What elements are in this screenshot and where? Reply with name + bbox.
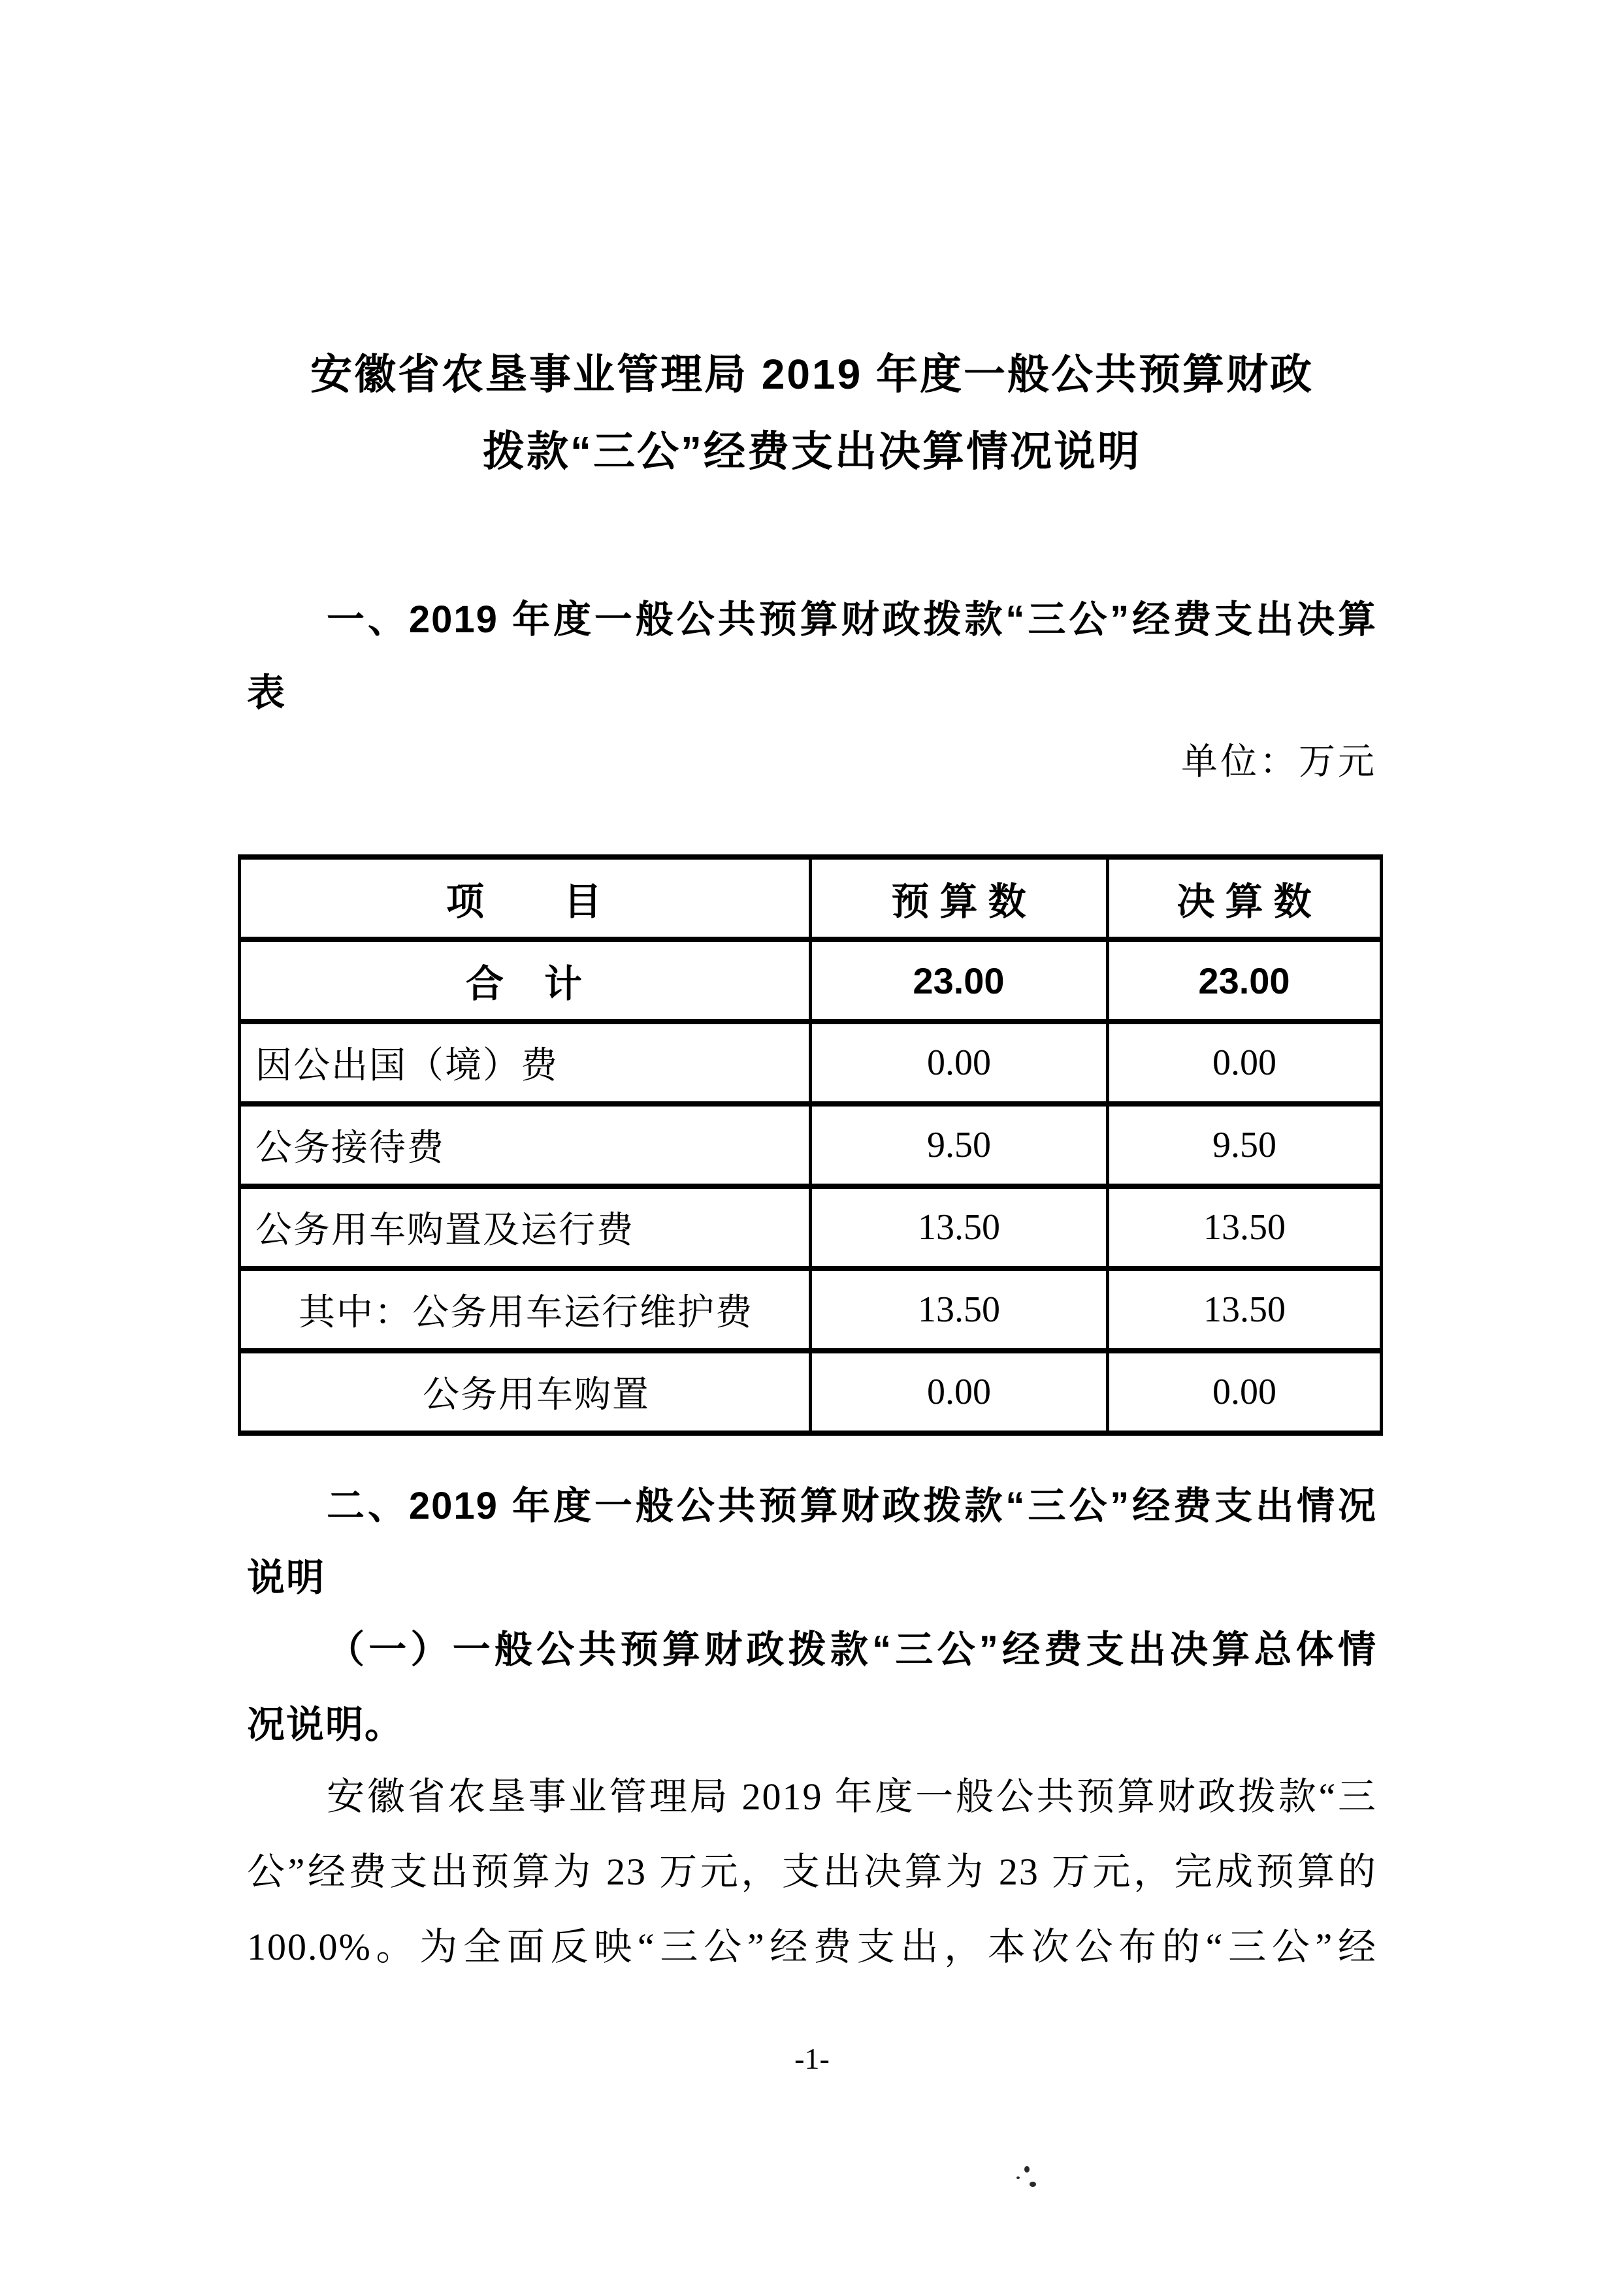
row-item: 因公出国（境）费 (240, 1022, 811, 1104)
row-budget: 9.50 (811, 1104, 1108, 1186)
section1-heading-line2: 表 (247, 671, 287, 714)
page-number: -1- (794, 2042, 830, 2075)
paragraph-line3: 100.0%。为全面反映“三公”经费支出，本次公布的“三公”经 (247, 1926, 1377, 1968)
row-item: 合 计 (240, 939, 811, 1022)
section2-heading-line2: 说明 (247, 1557, 326, 1599)
document-title (247, 336, 1377, 490)
header-final: 决 算 数 (1108, 857, 1382, 939)
row-budget: 0.00 (811, 1022, 1108, 1104)
header-item: 项 目 (240, 857, 811, 939)
section2-heading-line1: 二、2019 年度一般公共预算财政拨款“三公”经费支出情况 (327, 1485, 1377, 1527)
table-row-vehicle-total (240, 1186, 1382, 1269)
table-row-total (240, 939, 1382, 1022)
document-title-line2: 拨款“三公”经费支出决算情况说明 (483, 428, 1141, 475)
row-item: 公务用车购置 (240, 1351, 811, 1433)
scan-noise-speck (1016, 2176, 1020, 2179)
row-budget: 0.00 (811, 1351, 1108, 1433)
section1-heading-line1: 一、2019 年度一般公共预算财政拨款“三公”经费支出决算 (327, 598, 1377, 641)
row-final: 13.50 (1108, 1269, 1382, 1351)
table-header-row (240, 857, 1382, 939)
table-row-reception (240, 1104, 1382, 1186)
row-item: 其中：公务用车运行维护费 (240, 1269, 811, 1351)
subsection1-heading-line1: （一）一般公共预算财政拨款“三公”经费支出决算总体情 (327, 1628, 1377, 1671)
table-row-vehicle-maintenance (240, 1269, 1382, 1351)
row-final: 13.50 (1108, 1186, 1382, 1269)
row-budget: 13.50 (811, 1186, 1108, 1269)
table-row-vehicle-purchase (240, 1351, 1382, 1433)
row-item: 公务接待费 (240, 1104, 811, 1186)
scan-noise-speck (1024, 2166, 1030, 2173)
scan-noise-speck (1030, 2182, 1036, 2187)
header-budget: 预 算 数 (811, 857, 1108, 939)
row-final: 0.00 (1108, 1351, 1382, 1433)
document-title-line1: 安徽省农垦事业管理局 2019 年度一般公共预算财政 (310, 351, 1314, 398)
row-budget: 23.00 (811, 939, 1108, 1022)
row-final: 9.50 (1108, 1104, 1382, 1186)
paragraph-line2: 公”经费支出预算为 23 万元，支出决算为 23 万元，完成预算的 (247, 1851, 1377, 1893)
unit-note: 单位：万元 (1181, 742, 1377, 783)
row-final: 0.00 (1108, 1022, 1382, 1104)
row-item: 公务用车购置及运行费 (240, 1186, 811, 1269)
row-final: 23.00 (1108, 939, 1382, 1022)
row-budget: 13.50 (811, 1269, 1108, 1351)
paragraph-line1: 安徽省农垦事业管理局 2019 年度一般公共预算财政拨款“三 (327, 1775, 1377, 1818)
three-public-expense-table (238, 854, 1383, 1436)
table-row-abroad (240, 1022, 1382, 1104)
subsection1-heading-line2: 况说明。 (247, 1704, 404, 1746)
